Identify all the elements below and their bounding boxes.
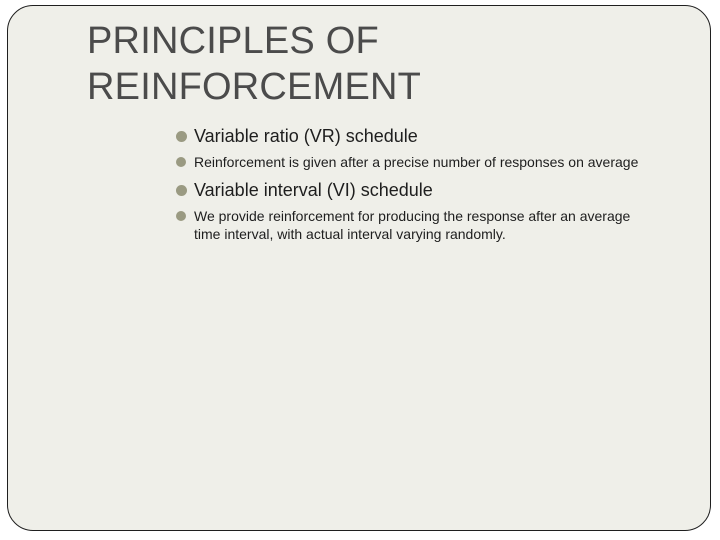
bullet-text: We provide reinforcement for producing the response after an average time interval, with actual interval varying randomly. [194,208,631,242]
bullet-text: Reinforcement is given after a precise number of responses on average [194,154,639,170]
bullet-dot-icon [176,211,186,221]
slide-frame [7,5,711,531]
bullet-item-vr-schedule [176,125,656,147]
bullet-text: Variable interval (VI) schedule [194,180,433,200]
bullet-list [176,125,656,251]
bullet-dot-icon [176,131,187,142]
bullet-item-vi-schedule [176,179,656,201]
bullet-dot-icon [176,185,187,196]
slide-title: PRINCIPLES OF REINFORCEMENT [87,20,422,108]
bullet-item-vr-description [176,153,656,171]
bullet-text: Variable ratio (VR) schedule [194,126,418,146]
bullet-dot-icon [176,157,186,167]
bullet-item-vi-description [176,207,656,243]
